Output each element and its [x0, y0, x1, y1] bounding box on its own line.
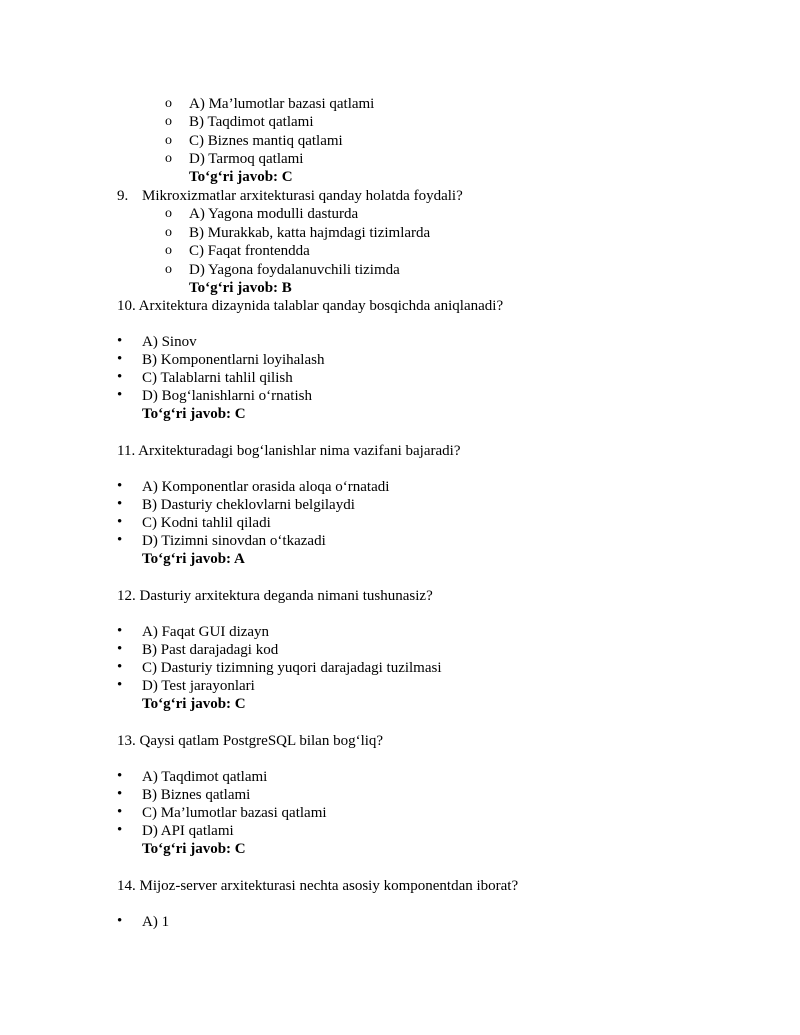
list-bullet: o: [165, 243, 172, 258]
list-bullet: •: [117, 369, 123, 385]
list-bullet: •: [117, 768, 123, 784]
q9-option-a: A) Yagona modulli dasturda: [189, 206, 359, 222]
q14-question: 14. Mijoz-server arxitekturasi nechta asosiy komponentdan iborat?: [117, 878, 519, 894]
list-bullet: o: [165, 262, 172, 277]
q12-question: 12. Dasturiy arxitektura deganda nimani tushunasiz?: [117, 588, 433, 604]
q12-option-a: A) Faqat GUI dizayn: [142, 624, 270, 640]
list-bullet: •: [117, 387, 123, 403]
list-bullet: •: [117, 496, 123, 512]
q9-number: 9.: [117, 188, 129, 204]
list-bullet: •: [117, 514, 123, 530]
list-bullet: o: [165, 133, 172, 148]
q8-option-a: A) Ma’lumotlar bazasi qatlami: [189, 96, 375, 112]
q13-option-c: C) Ma’lumotlar bazasi qatlami: [142, 805, 327, 821]
q8-option-b: B) Taqdimot qatlami: [189, 114, 314, 130]
list-bullet: •: [117, 333, 123, 349]
q9-option-b: B) Murakkab, katta hajmdagi tizimlarda: [189, 225, 431, 241]
q10-option-d: D) Bog‘lanishlarni o‘rnatish: [142, 388, 312, 404]
list-bullet: •: [117, 532, 123, 548]
list-bullet: •: [117, 786, 123, 802]
list-bullet: •: [117, 351, 123, 367]
q10-option-a: A) Sinov: [142, 334, 197, 350]
q10-option-b: B) Komponentlarni loyihalash: [142, 352, 325, 368]
q13-answer: To‘g‘ri javob: C: [142, 841, 246, 857]
q13-option-a: A) Taqdimot qatlami: [142, 769, 268, 785]
q9-option-c: C) Faqat frontendda: [189, 243, 310, 259]
q11-option-c: C) Kodni tahlil qiladi: [142, 515, 271, 531]
q8-answer: To‘g‘ri javob: C: [189, 169, 293, 185]
q10-question: 10. Arxitektura dizaynida talablar qanday bosqichda aniqlanadi?: [117, 298, 504, 314]
list-bullet: •: [117, 822, 123, 838]
q8-option-d: D) Tarmoq qatlami: [189, 151, 304, 167]
q11-option-b: B) Dasturiy cheklovlarni belgilaydi: [142, 497, 355, 513]
q12-option-c: C) Dasturiy tizimning yuqori darajadagi tuzilmasi: [142, 660, 442, 676]
q11-option-d: D) Tizimni sinovdan o‘tkazadi: [142, 533, 326, 549]
list-bullet: •: [117, 677, 123, 693]
q11-question: 11. Arxitekturadagi bog‘lanishlar nima vazifani bajaradi?: [117, 443, 461, 459]
q12-option-b: B) Past darajadagi kod: [142, 642, 279, 658]
q11-option-a: A) Komponentlar orasida aloqa o‘rnatadi: [142, 479, 390, 495]
list-bullet: •: [117, 804, 123, 820]
list-bullet: o: [165, 114, 172, 129]
q12-answer: To‘g‘ri javob: C: [142, 696, 246, 712]
list-bullet: •: [117, 623, 123, 639]
list-bullet: o: [165, 225, 172, 240]
list-bullet: •: [117, 659, 123, 675]
q10-option-c: C) Talablarni tahlil qilish: [142, 370, 293, 386]
list-bullet: o: [165, 206, 172, 221]
q9-question: Mikroxizmatlar arxitekturasi qanday holatda foydali?: [142, 188, 463, 204]
q9-answer: To‘g‘ri javob: B: [189, 280, 292, 296]
list-bullet: o: [165, 96, 172, 111]
q10-answer: To‘g‘ri javob: C: [142, 406, 246, 422]
list-bullet: •: [117, 478, 123, 494]
q13-option-b: B) Biznes qatlami: [142, 787, 251, 803]
list-bullet: •: [117, 913, 123, 929]
list-bullet: •: [117, 641, 123, 657]
q8-option-c: C) Biznes mantiq qatlami: [189, 133, 343, 149]
q13-question: 13. Qaysi qatlam PostgreSQL bilan bog‘liq?: [117, 733, 384, 749]
q13-option-d: D) API qatlami: [142, 823, 234, 839]
q9-option-d: D) Yagona foydalanuvchili tizimda: [189, 262, 400, 278]
q14-option-a: A) 1: [142, 914, 170, 930]
list-bullet: o: [165, 151, 172, 166]
q11-answer: To‘g‘ri javob: A: [142, 551, 245, 567]
q12-option-d: D) Test jarayonlari: [142, 678, 255, 694]
